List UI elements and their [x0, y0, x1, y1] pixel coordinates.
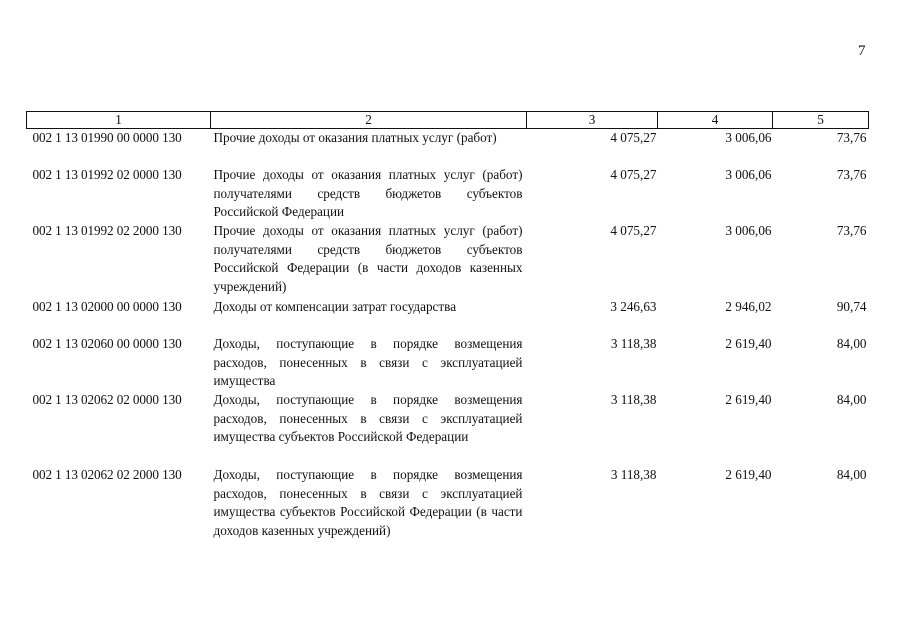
- col3-value-cell: 3 118,38: [610, 392, 657, 407]
- header-col-1: 1: [27, 112, 211, 129]
- col3-value-cell: 3 246,63: [610, 299, 657, 314]
- table-row: [27, 466, 869, 542]
- revenue-name-cell: Прочие доходы от оказания платных услуг (работ) получателями средств бюджетов субъектов Российской Федерации (в части доходов казенных учреждений): [213, 223, 523, 294]
- col3-value-cell: 3 118,38: [610, 467, 657, 482]
- revenue-name-cell: Доходы от компенсации затрат государства: [213, 299, 457, 314]
- budget-code-cell: 002 1 13 02060 00 0000 130: [32, 336, 182, 351]
- header-col-5: 5: [773, 112, 869, 129]
- budget-code-cell: 002 1 13 01992 02 2000 130: [32, 223, 182, 238]
- col4-value-cell: 3 006,06: [725, 167, 772, 182]
- budget-code-cell: 002 1 13 02062 02 0000 130: [32, 392, 182, 407]
- header-col-2: 2: [211, 112, 527, 129]
- col5-value-cell: 90,74: [836, 299, 867, 314]
- header-col-4: 4: [658, 112, 773, 129]
- col5-value-cell: 73,76: [836, 223, 867, 238]
- budget-code-cell: 002 1 13 02000 00 0000 130: [32, 299, 182, 314]
- col4-value-cell: 2 619,40: [725, 392, 772, 407]
- table-row: [27, 298, 869, 335]
- revenue-name-cell: Прочие доходы от оказания платных услуг (работ): [213, 130, 497, 145]
- col5-value-cell: 84,00: [836, 392, 867, 407]
- table-row: [27, 129, 869, 167]
- col5-value-cell: 73,76: [836, 167, 867, 182]
- budget-code-cell: 002 1 13 01992 02 0000 130: [32, 167, 182, 182]
- col4-value-cell: 2 619,40: [725, 336, 772, 351]
- revenue-name-cell: Доходы, поступающие в порядке возмещения расходов, понесенных в связи с эксплуатацией имущества: [213, 336, 523, 388]
- col4-value-cell: 3 006,06: [725, 130, 772, 145]
- page-number: 7: [858, 43, 866, 59]
- col4-value-cell: 2 619,40: [725, 467, 772, 482]
- col3-value-cell: 3 118,38: [610, 336, 657, 351]
- col5-value-cell: 84,00: [836, 467, 867, 482]
- col5-value-cell: 73,76: [836, 130, 867, 145]
- table-body: [27, 129, 869, 543]
- revenue-name-cell: Доходы, поступающие в порядке возмещения расходов, понесенных в связи с эксплуатацией имущества субъектов Российской Федерации (в части доходов казенных учреждений): [213, 467, 523, 538]
- revenue-name-cell: Прочие доходы от оказания платных услуг (работ) получателями средств бюджетов субъектов Российской Федерации: [213, 167, 523, 219]
- col4-value-cell: 2 946,02: [725, 299, 772, 314]
- header-col-3: 3: [527, 112, 658, 129]
- budget-code-cell: 002 1 13 01990 00 0000 130: [32, 130, 182, 145]
- budget-revenue-table: [26, 111, 869, 542]
- header-row: [27, 112, 869, 129]
- table-row: [27, 391, 869, 466]
- budget-code-cell: 002 1 13 02062 02 2000 130: [32, 467, 182, 482]
- table-header: [27, 112, 869, 129]
- col3-value-cell: 4 075,27: [610, 167, 657, 182]
- revenue-name-cell: Доходы, поступающие в порядке возмещения расходов, понесенных в связи с эксплуатацией имущества субъектов Российской Федерации: [213, 392, 523, 444]
- table-row: [27, 166, 869, 222]
- col4-value-cell: 3 006,06: [725, 223, 772, 238]
- col3-value-cell: 4 075,27: [610, 223, 657, 238]
- col3-value-cell: 4 075,27: [610, 130, 657, 145]
- table-row: [27, 222, 869, 298]
- table-row: [27, 335, 869, 391]
- col5-value-cell: 84,00: [836, 336, 867, 351]
